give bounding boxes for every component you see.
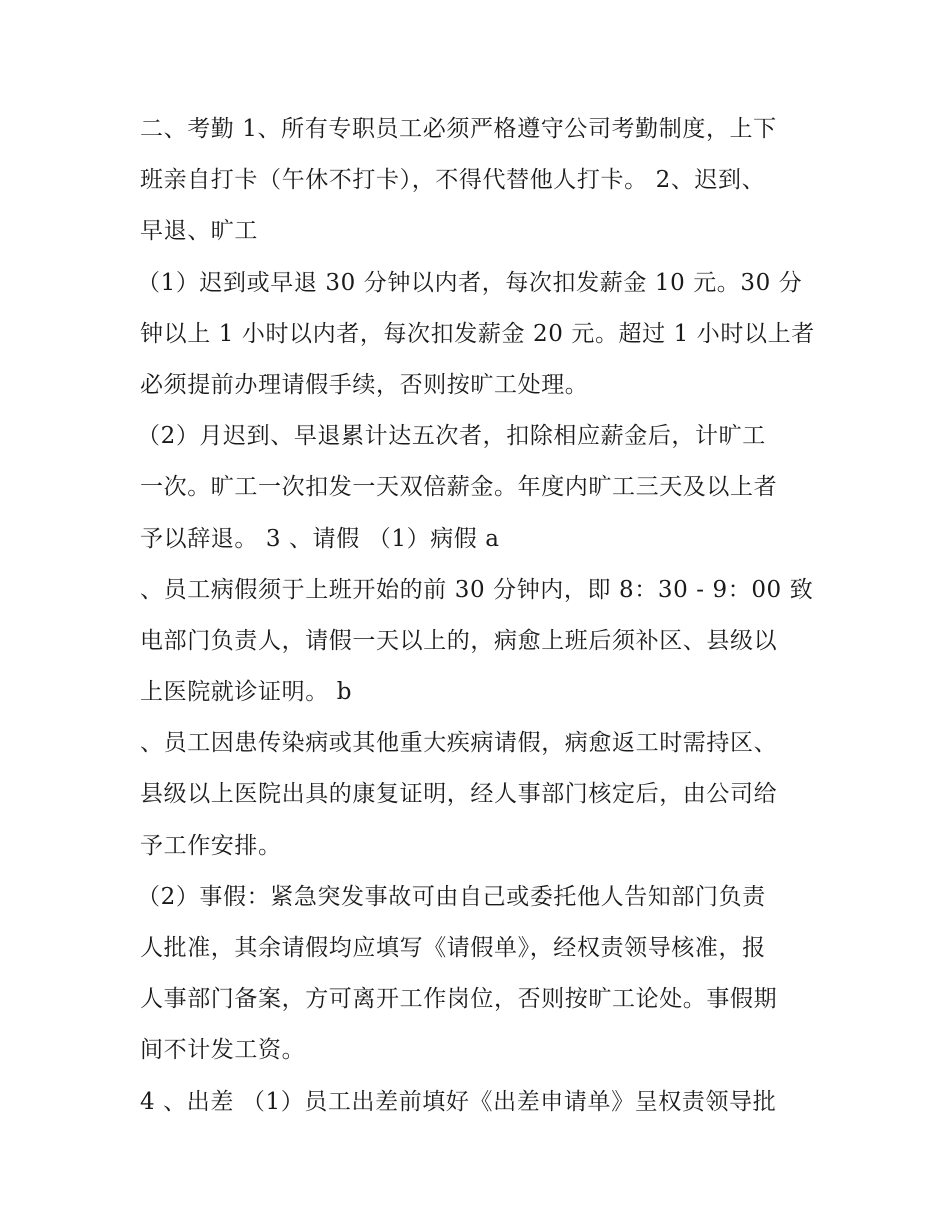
text-line: 人事部门备案，方可离开工作岗位，否则按旷工论处。事假期 (140, 986, 778, 1013)
text-line: 予以辞退。 3 、请假 （1）病假 a (140, 525, 500, 552)
text-line: （2）事假：紧急突发事故可由自己或委托他人告知部门负责 (137, 883, 766, 910)
text-line: （1）迟到或早退 30 分钟以内者，每次扣发薪金 10 元。30 分 (137, 269, 803, 296)
text-line: 上医院就诊证明。 b (140, 679, 353, 706)
text-line: （2）月迟到、早退累计达五次者，扣除相应薪金后，计旷工 (137, 423, 766, 450)
text-line: 早退、旷工 (140, 218, 258, 245)
text-line: 予工作安排。 (140, 832, 282, 859)
text-line: 一次。旷工一次扣发一天双倍薪金。年度内旷工三天及以上者 (140, 474, 778, 501)
text-line: 间不计发工资。 (140, 1037, 306, 1064)
text-line: 电部门负责人，请假一天以上的，病愈上班后须补区、县级以 (140, 627, 778, 654)
text-line: 必须提前办理请假手续，否则按旷工处理。 (140, 371, 589, 398)
text-line: 班亲自打卡（午休不打卡），不得代替他人打卡。 2、迟到、 (140, 167, 766, 194)
text-line: 钟以上 1 小时以内者，每次扣发薪金 20 元。超过 1 小时以上者 (140, 320, 815, 347)
text-line: 人批准，其余请假均应填写《请假单》，经权责领导核准，报 (140, 935, 766, 961)
text-line: 县级以上医院出具的康复证明，经人事部门核定后，由公司给 (140, 781, 778, 808)
text-line: 4 、出差 （1）员工出差前填好《出差申请单》呈权责领导批 (140, 1088, 777, 1115)
text-line: 、员工因患传染病或其他重大疾病请假，病愈返工时需持区、 (140, 730, 778, 757)
document-body (137, 104, 816, 1128)
text-line: 、员工病假须于上班开始的前 30 分钟内，即 8：30 - 9：00 致 (140, 576, 814, 603)
text-line: 二、考勤 1、所有专职员工必须严格遵守公司考勤制度，上下 (140, 116, 777, 142)
